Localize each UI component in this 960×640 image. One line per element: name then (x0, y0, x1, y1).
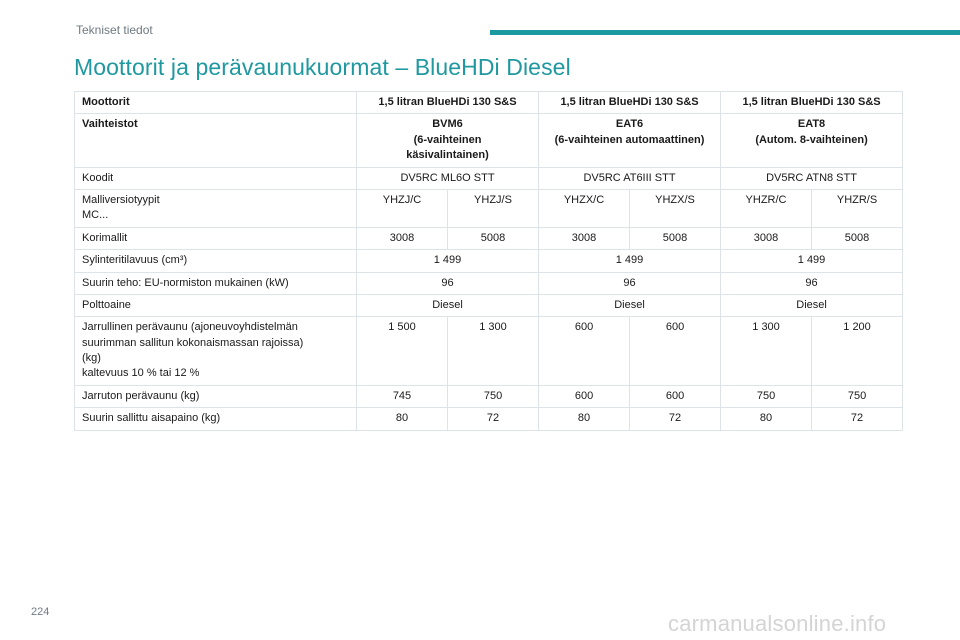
table-row-model-variants (75, 189, 903, 227)
table-cell: 1,5 litran BlueHDi 130 S&S (721, 92, 903, 114)
table-row-unbraked-trailer (75, 385, 903, 407)
table-cell: 3008 (721, 227, 812, 249)
table-cell: 750 (812, 385, 903, 407)
row-label: Jarruton perävaunu (kg) (75, 385, 357, 407)
page-number: 224 (31, 606, 50, 618)
row-label: Suurin teho: EU-normiston mukainen (kW) (75, 272, 357, 294)
table-cell: 750 (448, 385, 539, 407)
table-cell: 72 (630, 408, 721, 430)
table-row-gearboxes (75, 114, 903, 167)
row-label: Suurin sallittu aisapaino (kg) (75, 408, 357, 430)
table-cell: 1 499 (721, 250, 903, 272)
table-cell: 1,5 litran BlueHDi 130 S&S (357, 92, 539, 114)
table-cell: 600 (630, 385, 721, 407)
table-cell: YHZJ/S (448, 189, 539, 227)
table-cell: YHZJ/C (357, 189, 448, 227)
table-row-displacement (75, 250, 903, 272)
table-row-codes (75, 167, 903, 189)
table-cell: DV5RC ATN8 STT (721, 167, 903, 189)
table-cell: EAT6 (6-vaihteinen automaattinen) (539, 114, 721, 167)
table-cell: 1 499 (539, 250, 721, 272)
table-row-bodies (75, 227, 903, 249)
table-cell: 96 (539, 272, 721, 294)
table-cell: 80 (721, 408, 812, 430)
table-cell: EAT8 (Autom. 8-vaihteinen) (721, 114, 903, 167)
table-cell: YHZR/C (721, 189, 812, 227)
row-label: Sylinteritilavuus (cm³) (75, 250, 357, 272)
table-cell: Diesel (539, 294, 721, 316)
table-cell: 745 (357, 385, 448, 407)
table-cell: 3008 (357, 227, 448, 249)
table-cell: 96 (357, 272, 539, 294)
table-cell: YHZR/S (812, 189, 903, 227)
table-cell: 5008 (448, 227, 539, 249)
table-cell: 1 200 (812, 317, 903, 386)
row-label: Polttoaine (75, 294, 357, 316)
table-cell: Diesel (357, 294, 539, 316)
table-cell: 1 300 (448, 317, 539, 386)
row-label: Malliversiotyypit MC... (75, 189, 357, 227)
table-cell: 1,5 litran BlueHDi 130 S&S (539, 92, 721, 114)
table-cell: DV5RC AT6III STT (539, 167, 721, 189)
table-cell: 5008 (812, 227, 903, 249)
table-cell: 3008 (539, 227, 630, 249)
table-cell: BVM6 (6-vaihteinen käsivalintainen) (357, 114, 539, 167)
watermark: carmanualsonline.info (668, 611, 887, 636)
engine-spec-table (74, 91, 903, 431)
row-label: Moottorit (75, 92, 357, 114)
table-row-power (75, 272, 903, 294)
table-cell: 1 300 (721, 317, 812, 386)
row-label: Vaihteistot (75, 114, 357, 167)
table-cell: YHZX/C (539, 189, 630, 227)
table-cell: 80 (357, 408, 448, 430)
table-cell: 96 (721, 272, 903, 294)
row-label: Jarrullinen perävaunu (ajoneuvoyhdistelmän suurimman sallitun kokonaismassan rajoissa) (kg) kaltevuus 10 % tai 12 % (75, 317, 357, 386)
section-accent-bar (490, 30, 960, 35)
table-cell: 72 (448, 408, 539, 430)
table-row-fuel (75, 294, 903, 316)
section-label: Tekniset tiedot (76, 23, 153, 37)
table-cell: 80 (539, 408, 630, 430)
table-row-nose-weight (75, 408, 903, 430)
table-cell: 5008 (630, 227, 721, 249)
table-cell: 72 (812, 408, 903, 430)
table-row-braked-trailer (75, 317, 903, 386)
table-cell: 750 (721, 385, 812, 407)
table-cell: YHZX/S (630, 189, 721, 227)
row-label: Korimallit (75, 227, 357, 249)
table-cell: 1 499 (357, 250, 539, 272)
table-cell: 600 (539, 385, 630, 407)
table-cell: Diesel (721, 294, 903, 316)
table-cell: DV5RC ML6O STT (357, 167, 539, 189)
table-cell: 600 (630, 317, 721, 386)
row-label: Koodit (75, 167, 357, 189)
table-cell: 600 (539, 317, 630, 386)
page-title: Moottorit ja perävaunukuormat – BlueHDi Diesel (74, 54, 571, 80)
table-cell: 1 500 (357, 317, 448, 386)
table-row-engines (75, 92, 903, 114)
